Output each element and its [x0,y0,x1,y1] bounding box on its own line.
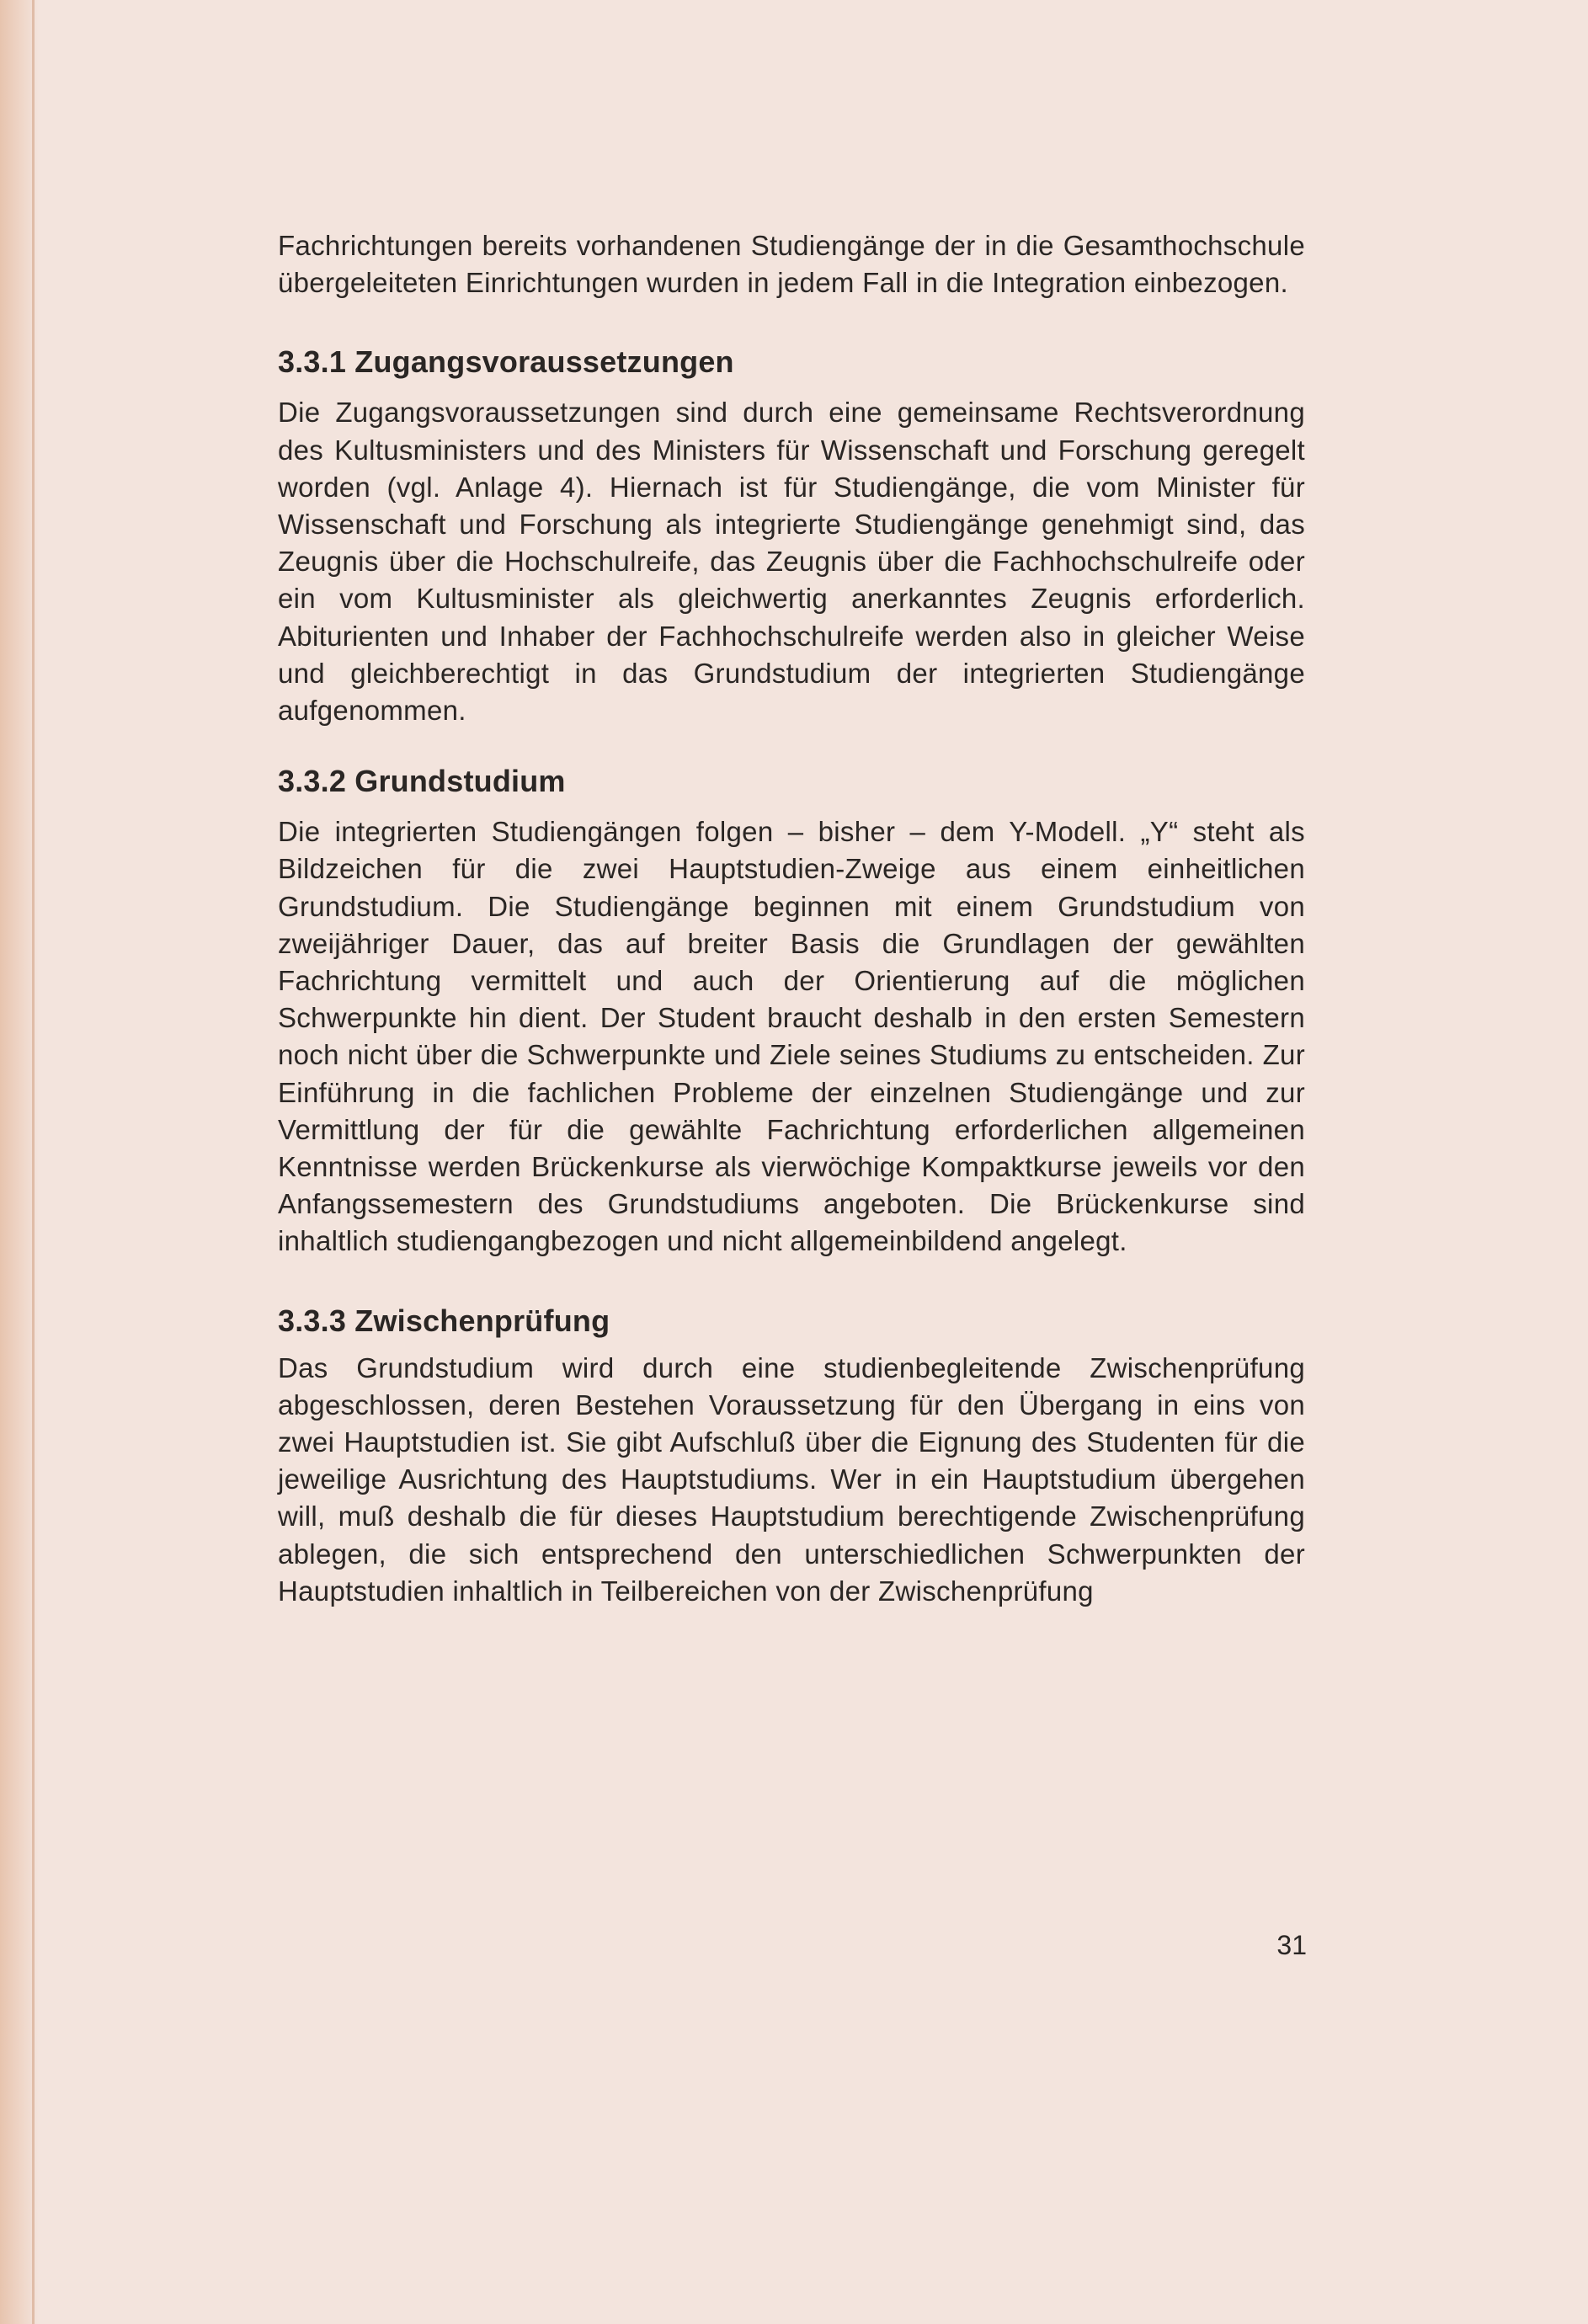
section-zwischenpruefung [278,1303,1305,1610]
intro-paragraph: Fachrichtungen bereits vorhandenen Studiengänge der in die Gesamthochschule übergeleiteten Einrichtungen wurden in jedem Fall in die Integration einbezogen. [278,230,1305,299]
section-zugangsvoraussetzungen [278,344,1305,729]
section-heading-3-3-2: 3.3.2 Grundstudium [278,764,566,799]
page-gutter-line [32,0,35,2324]
section-paragraph-3-3-2: Die integrierten Studiengängen folgen – bisher – dem Y-Modell. „Y“ steht als Bildzeichen für die zwei Hauptstudien-Zweige aus einem einheitlichen Grundstudium. Die Studiengänge beginnen mit einem Grundstudium von zweijähriger Dauer, das auf breiter Basis die Grundlagen der gewählten Fachrichtung vermittelt und auch der Orientierung auf die möglichen Schwerpunkte hin dient. Der Student braucht deshalb in den ersten Semestern noch nicht über die Schwerpunkte und Ziele seines Studiums zu entscheiden. Zur Einführung in die fachlichen Probleme der einzelnen Studiengänge und zur Vermittlung der für die gewählte Fachrichtung erforderlichen allgemeinen Kenntnisse werden Brückenkurse als vierwöchige Kompaktkurse jeweils vor den Anfangssemestern des Grundstudiums angeboten. Die Brückenkurse sind inhaltlich studiengangbezogen und nicht allgemeinbildend angelegt. [278,816,1305,1257]
section-heading-3-3-3: 3.3.3 Zwischenprüfung [278,1303,610,1338]
section-heading-3-3-1: 3.3.1 Zugangsvoraussetzungen [278,344,734,380]
page-number: 31 [1276,1930,1307,1960]
section-grundstudium [278,763,1305,1260]
section-paragraph-3-3-1: Die Zugangsvoraussetzungen sind durch eine gemeinsame Rechtsverordnung des Kultusministers und des Ministers für Wissenschaft und Forschung geregelt worden (vgl. Anlage 4). Hiernach ist für Studiengänge, die vom Minister für Wissenschaft und Forschung als integrierte Studiengänge genehmigt sind, das Zeugnis über die Hochschulreife, das Zeugnis über die Fachhochschulreife oder ein vom Kultusminister als gleichwertig anerkanntes Zeugnis erforderlich. Abiturienten und Inhaber der Fachhochschulreife werden also in gleicher Weise und gleichberechtigt in das Grundstudium der integrierten Studiengänge aufgenommen. [278,397,1305,727]
section-paragraph-3-3-3: Das Grundstudium wird durch eine studienbegleitende Zwischenprüfung abgeschlossen, deren Bestehen Voraussetzung für den Übergang in eins von zwei Hauptstudien ist. Sie gibt Aufschluß über die Eignung des Studenten für die jeweilige Ausrichtung des Hauptstudiums. Wer in ein Hauptstudium übergehen will, muß deshalb die für dieses Hauptstudium berechtigende Zwischenprüfung ablegen, die sich entsprechend den unterschiedlichen Schwerpunkten der Hauptstudien inhaltlich in Teilbereichen von der Zwischenprüfung [278,1351,1305,1607]
page-text-block [278,227,1305,1610]
